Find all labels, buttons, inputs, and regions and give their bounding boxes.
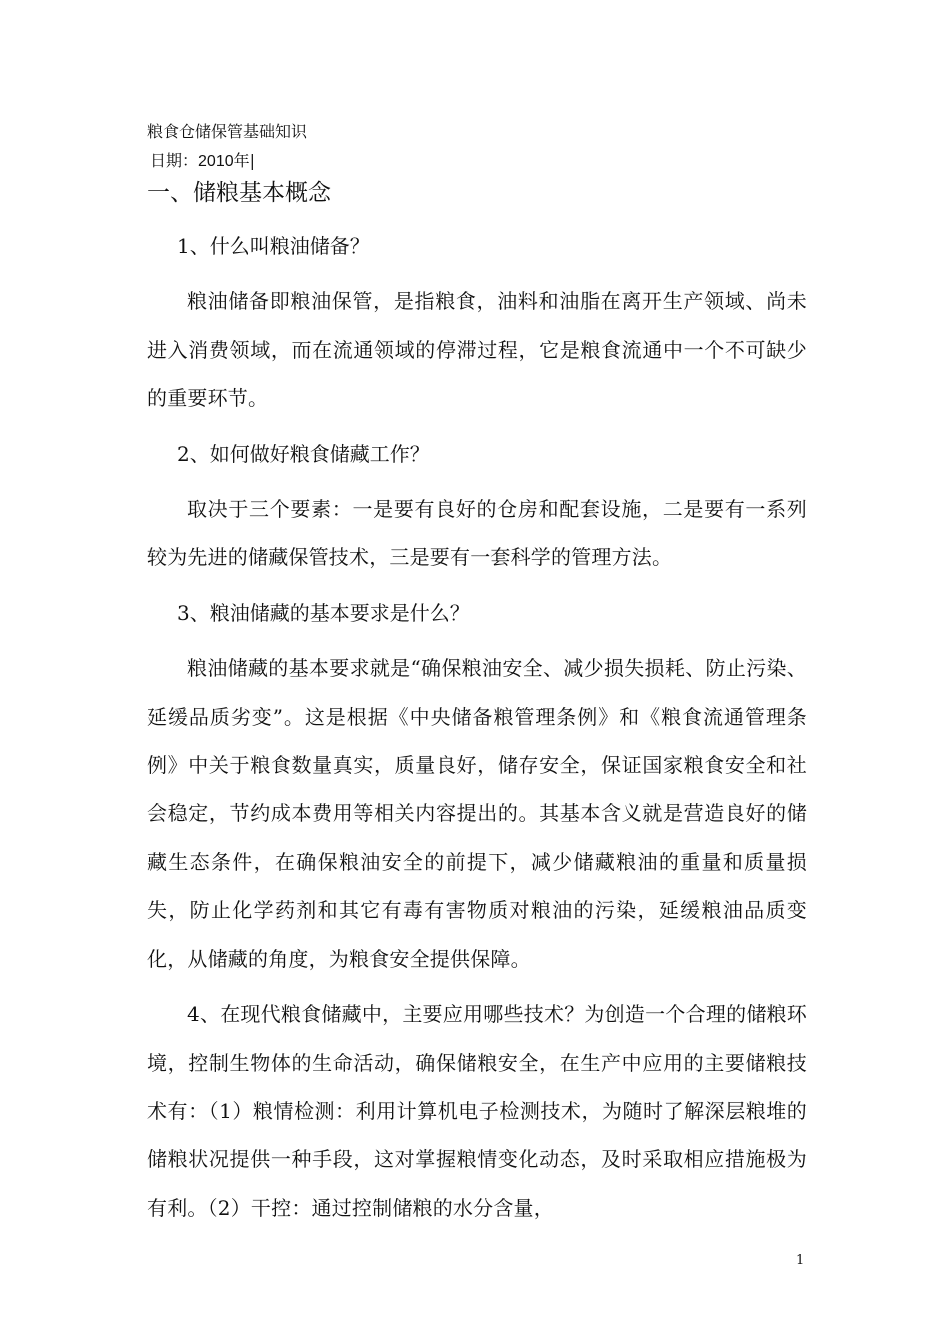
answer-paragraph: 4、在现代粮食储藏中，主要应用哪些技术？为创造一个合理的储粮环境，控制生物体的生命活动，确保储粮安全，在生产中应用的主要储粮技术有：（1）粮情检测：利用计算机电子检测技术，为随时了解深层粮堆的储粮状况提供一种手段，这对掌握粮情变化动态，及时采取相应措施极为有利。（2）干控：通过控制储粮的水分含量， bbox=[147, 1002, 807, 1220]
date-suffix: 年| bbox=[233, 151, 256, 170]
date-year: 2010 bbox=[198, 153, 234, 170]
answer-paragraph: 取决于三个要素：一是要有良好的仓房和配套设施，二是要有一系列较为先进的储藏保管技术，三是要有一套科学的管理方法。 bbox=[147, 497, 807, 570]
document-date bbox=[150, 151, 255, 172]
answer-paragraph: 粮油储藏的基本要求就是“确保粮油安全、减少损失损耗、防止污染、延缓品质劣变”。这是根据《中央储备粮管理条例》和《粮食流通管理条例》中关于粮食数量真实，质量良好，储存安全，保证国家粮食安全和社会稳定，节约成本费用等相关内容提出的。其基本含义就是营造良好的储藏生态条件，在确保粮油安全的前提下，减少储藏粮油的重量和质量损失，防止化学药剂和其它有毒有害物质对粮油的污染，延缓粮油品质变化，从储藏的角度，为粮食安全提供保障。 bbox=[147, 656, 807, 971]
document-body bbox=[147, 222, 807, 1239]
page-number: 1 bbox=[796, 1253, 805, 1268]
section-heading: 一、储粮基本概念 bbox=[147, 180, 331, 206]
question-paragraph: 2、如何做好粮食储藏工作？ bbox=[177, 441, 430, 466]
answer-paragraph: 粮油储备即粮油保管，是指粮食，油料和油脂在离开生产领域、尚未进入消费领域，而在流通领域的停滞过程，它是粮食流通中一个不可缺少的重要环节。 bbox=[147, 289, 807, 411]
date-label: 日期： bbox=[150, 151, 199, 170]
document-title: 粮食仓储保管基础知识 bbox=[147, 122, 308, 141]
question-paragraph: 3、粮油储藏的基本要求是什么？ bbox=[177, 600, 470, 625]
question-paragraph: 1、什么叫粮油储备？ bbox=[177, 234, 370, 258]
